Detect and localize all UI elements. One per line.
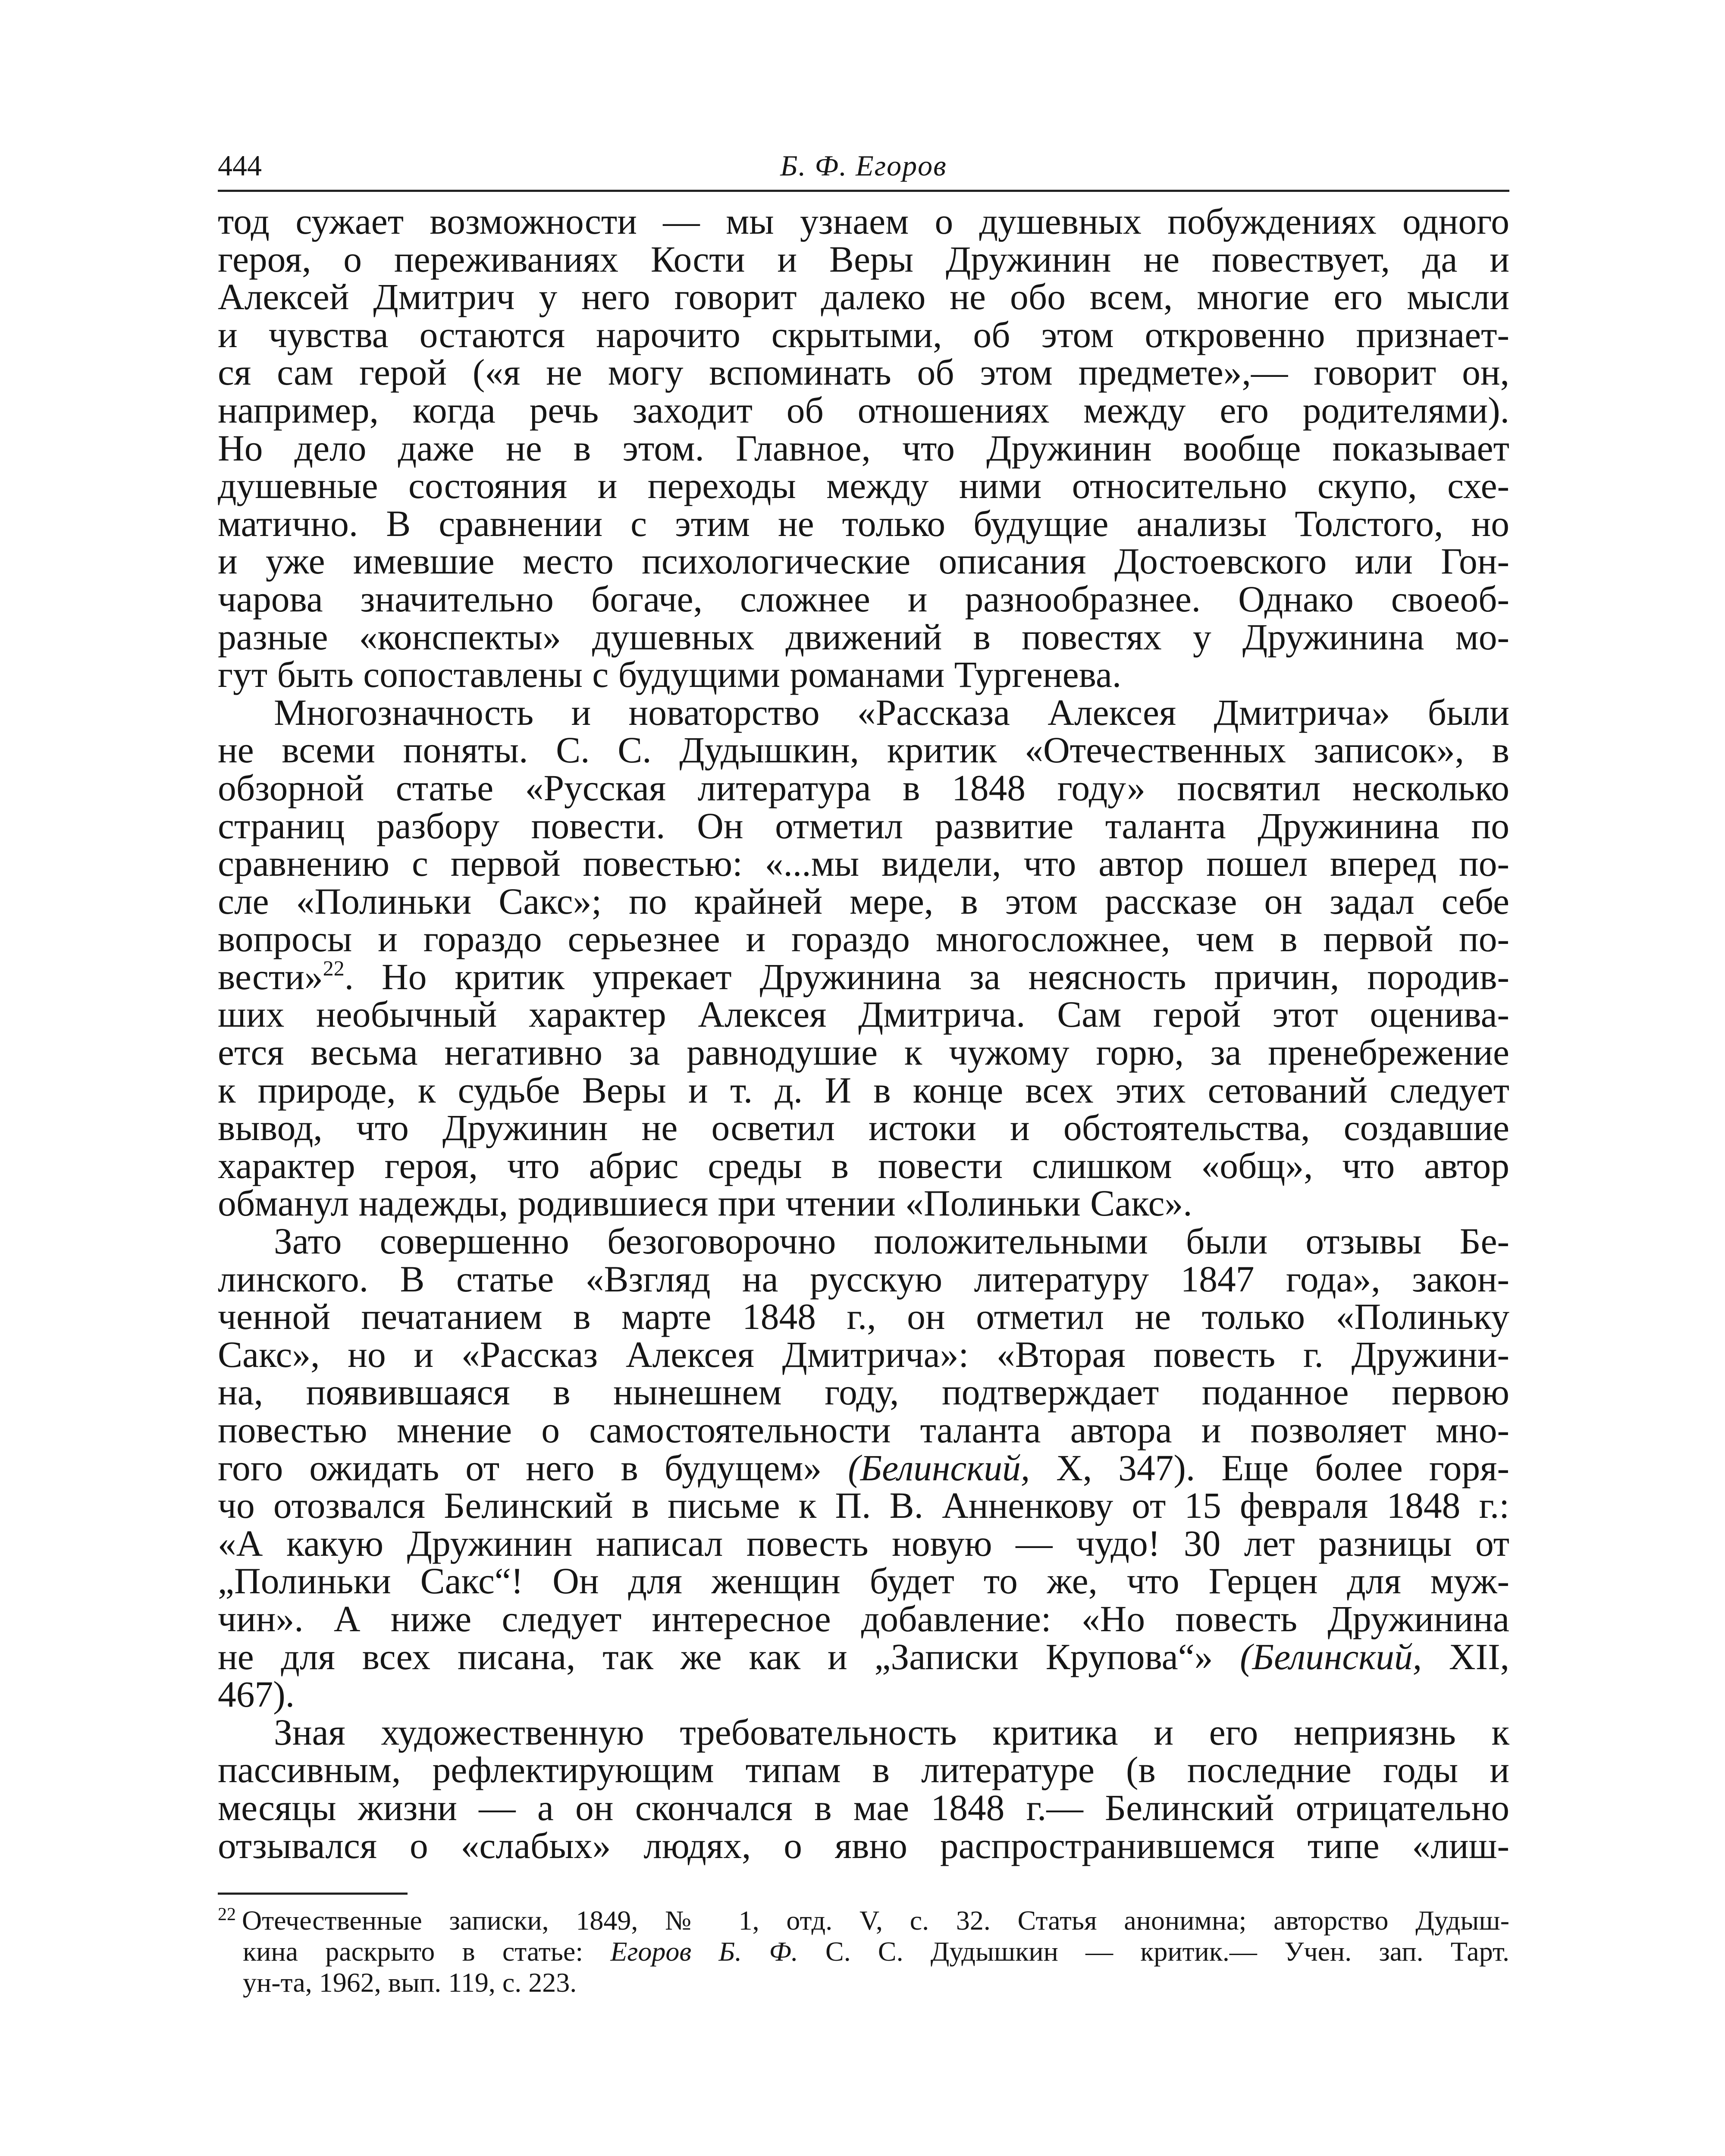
text-line: шиx необычный характер Алексея Дмитрича. Сам герой этот оценива- — [218, 994, 1509, 1035]
text-line: гут быть сопоставлены с будущими романами Тургенева. — [218, 655, 1122, 696]
text-line: ченной печатанием в марте 1848 г., он отметил не только «Полиньку — [218, 1297, 1509, 1338]
text-line: чин». А ниже следует интересное добавление: «Но повесть Дружинина — [218, 1598, 1509, 1639]
text-line: Но дело даже не в этом. Главное, что Дружинин вообще показывает — [218, 428, 1509, 469]
text-line — [218, 1450, 1509, 1488]
text-fragment: кина раскрыто в статье: — [243, 1936, 611, 1967]
text-line: ется весьма негативно за равнодушие к чужому горю, за пренебрежение — [218, 1032, 1509, 1073]
text-line: 467). — [218, 1674, 295, 1715]
footnotes — [218, 1905, 1509, 1998]
text-line — [218, 956, 1509, 997]
citation-author: (Белинский, — [1240, 1636, 1422, 1677]
footnote-reference: 22 — [323, 956, 345, 980]
text-line: обманул надежды, родившиеся при чтении «Полиньки Сакс». — [218, 1183, 1192, 1224]
text-line: повестью мнение о самостоятельности таланта автора и позволяет мно- — [218, 1410, 1509, 1451]
paragraph — [218, 694, 1509, 1223]
page-number: 444 — [218, 149, 262, 182]
text-line: на, появившаяся в нынешнем году, подтверждает поданное первою — [218, 1372, 1509, 1413]
text-line: сравнению с первой повестью: «...мы видели, что автор пошел вперед по- — [218, 843, 1509, 884]
text-line: „Полиньки Сакс“! Он для женщин будет то же, что Герцен для муж- — [218, 1561, 1509, 1602]
text-line: вывод, что Дружинин не осветил истоки и обстоятельства, создавшие — [218, 1108, 1509, 1149]
text-line: Зато совершенно безоговорочно положительными были отзывы Бе- — [274, 1221, 1509, 1262]
footnote-line — [218, 1905, 1509, 1936]
text-line: чо отозвался Белинский в письме к П. В. Анненкову от 15 февраля 1848 г.: — [218, 1485, 1509, 1526]
text-line: Зная художественную требовательность критика и его неприязнь к — [274, 1712, 1509, 1753]
paragraph — [218, 1714, 1509, 1865]
text-line: Многозначность и новаторство «Рассказа Алексея Дмитрича» были — [274, 692, 1509, 733]
text-line: не всеми поняты. С. С. Дудышкин, критик «Отечественных записок», в — [218, 730, 1509, 771]
footnote-author: Егоров Б. Ф. — [610, 1936, 798, 1967]
text-line: отзывался о «слабых» людях, о явно распространившемся типе «лиш- — [218, 1825, 1509, 1866]
text-line: страниц разбору повести. Он отметил развитие таланта Дружинина по — [218, 805, 1509, 846]
text-fragment: вести» — [218, 956, 323, 997]
text-line: линского. В статье «Взгляд на русскую литературу 1847 года», закон- — [218, 1259, 1509, 1300]
text-line: матично. В сравнении с этим не только будущие анализы Толстого, но — [218, 503, 1509, 544]
text-line: сле «Полиньки Сакс»; по крайней мере, в этом рассказе он задал себе — [218, 881, 1509, 922]
text-line: пассивным, рефлектирующим типам в литературе (в последние годы и — [218, 1750, 1509, 1791]
footnote-line: ун-та, 1962, вып. 119, с. 223. — [243, 1967, 577, 1998]
text-fragment: X, 347). Еще более горя- — [1030, 1448, 1509, 1489]
text-fragment: XII, — [1422, 1636, 1509, 1677]
text-line: например, когда речь заходит об отношениях между его родителями). — [218, 390, 1509, 431]
text-line: «А какую Дружинин написал повесть новую — чудо! 30 лет разницы от — [218, 1523, 1509, 1564]
text-line: чарова значительно богаче, сложнее и разнообразнее. Однако своеоб- — [218, 579, 1509, 620]
text-line: и чувства остаются нарочито скрытыми, об этом откровенно признает- — [218, 314, 1509, 355]
footnote-line — [218, 1936, 1509, 1967]
text-line: Сакс», но и «Рассказ Алексея Дмитрича»: «Вторая повесть г. Дружини- — [218, 1334, 1509, 1375]
text-line: вопросы и гораздо серьезнее и гораздо многосложнее, чем в первой по- — [218, 919, 1509, 960]
text-fragment: не для всех писана, так же как и „Записки Крупова“» — [218, 1636, 1213, 1677]
footnote-mark: 22 — [218, 1905, 236, 1925]
main-text — [218, 203, 1509, 1865]
text-fragment: Отечественные записки, 1849, № 1, отд. V, с. 32. Статья анонимна; авторство Дудыш- — [242, 1905, 1509, 1936]
text-line — [218, 1636, 1509, 1677]
text-line: характер героя, что абрис среды в повести слишком «общ», что автор — [218, 1145, 1509, 1186]
text-line: душевные состояния и переходы между ними относительно скупо, схе- — [218, 466, 1509, 507]
text-fragment: гого ожидать от него в будущем» — [218, 1448, 822, 1489]
footnote — [218, 1905, 1509, 1998]
text-line: к природе, к судьбе Веры и т. д. И в конце всех этих сетований следует — [218, 1070, 1509, 1111]
text-line: и уже имевшие место психологические описания Достоевского или Гон- — [218, 541, 1509, 582]
text-line: ся сам герой («я не могу вспоминать об этом предмете»,— говорит он, — [218, 352, 1509, 393]
text-line: Алексей Дмитрич у него говорит далеко не обо всем, многие его мысли — [218, 277, 1509, 318]
running-head: Б. Ф. Егоров — [780, 149, 947, 182]
page-header — [218, 142, 1509, 192]
text-fragment: . Но критик упрекает Дружинина за неясность причин, породив- — [344, 956, 1509, 997]
paragraph — [218, 1223, 1509, 1714]
citation-author: (Белинский, — [848, 1448, 1030, 1489]
text-line: тод сужает возможности — мы узнаем о душевных побуждениях одного — [218, 201, 1509, 242]
footnote-separator — [218, 1893, 408, 1895]
text-line: героя, о переживаниях Кости и Веры Дружинин не повествует, да и — [218, 239, 1509, 280]
book-page — [218, 142, 1509, 1998]
paragraph — [218, 203, 1509, 694]
text-line: обзорной статье «Русская литература в 1848 году» посвятил несколько — [218, 768, 1509, 808]
text-line: разные «конспекты» душевных движений в повестях у Дружинина мо- — [218, 617, 1509, 658]
text-fragment: С. С. Дудышкин — критик.— Учен. зап. Тарт. — [798, 1936, 1510, 1967]
text-line: месяцы жизни — а он скончался в мае 1848 г.— Белинский отрицательно — [218, 1787, 1509, 1828]
